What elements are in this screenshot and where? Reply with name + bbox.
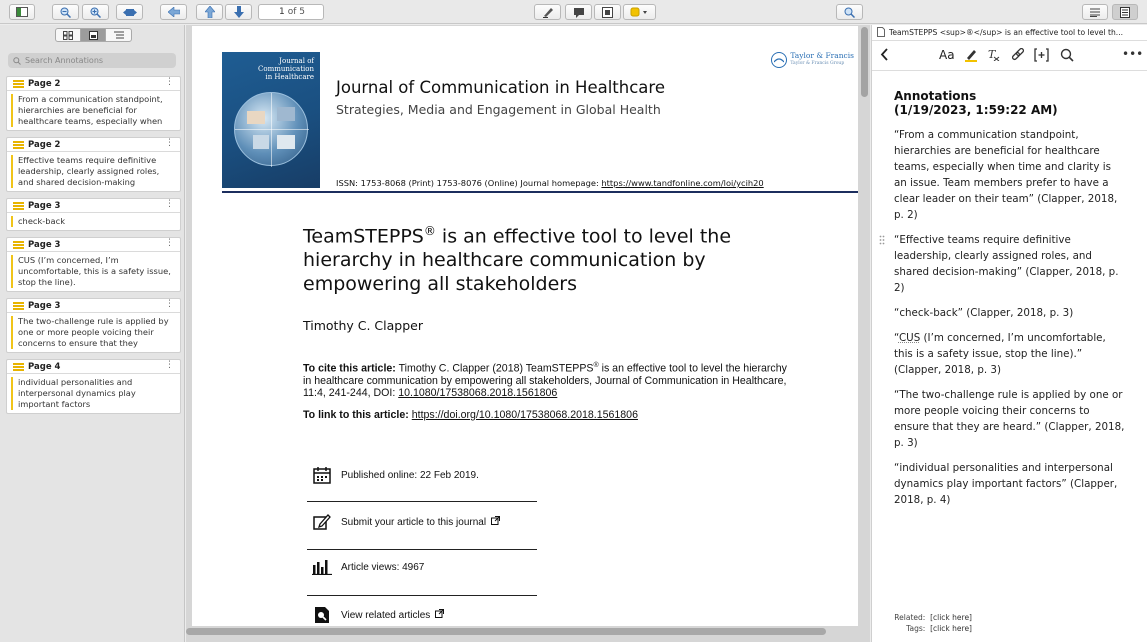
related-row [872,612,972,623]
fit-width-button[interactable] [116,4,143,20]
zoom-out-icon [60,7,71,18]
search-icon [13,57,21,65]
vertical-scrollbar[interactable] [861,27,868,97]
annotation-search-placeholder: Search Annotations [25,56,104,65]
header-divider [222,191,858,193]
back-arrow-icon[interactable] [880,48,889,61]
note-paragraph[interactable] [894,232,1126,296]
annotation-text: Effective teams require definitive leadership, clearly assigned roles, and shared decision-making [11,155,176,188]
annotation-more-icon[interactable]: ⋮ [165,138,174,148]
highlight-icon [13,241,24,248]
more-options-icon[interactable]: ••• [1122,47,1144,61]
notes-heading [894,89,1126,117]
journal-homepage-link[interactable]: https://www.tandfonline.com/loi/ycih20 [601,178,764,188]
annotation-page: Page 4 [28,361,61,372]
highlight-icon [13,141,24,148]
annotation-card[interactable] [6,298,181,353]
article-title-post: is an effective tool to level the hierarchy in healthcare communication by empowering all stakeholders [303,225,732,296]
annotation-text: check-back [11,216,176,227]
annotation-page: Page 3 [28,300,61,311]
related-link[interactable]: [click here] [930,613,972,622]
annotation-card[interactable] [6,198,181,231]
insert-citation-icon[interactable] [1034,48,1049,62]
notes-panel-button[interactable] [1112,4,1138,20]
link-icon[interactable] [1011,48,1025,62]
published-info [312,465,479,485]
annotation-card-header [7,77,180,91]
annotation-more-icon[interactable]: ⋮ [165,77,174,87]
issn-line [336,178,764,188]
annotation-more-icon[interactable]: ⋮ [165,199,174,209]
zoom-out-button[interactable] [52,4,79,20]
pen-tool-button[interactable] [534,4,561,20]
search-icon[interactable] [1060,48,1074,62]
thumbnails-view-tab[interactable] [56,29,81,41]
main-toolbar [0,0,1147,24]
pdf-page[interactable] [192,26,858,626]
back-button[interactable] [160,4,187,20]
notes-toolbar [872,41,1147,71]
font-format-button[interactable]: Aa [939,48,955,62]
notes-content[interactable] [894,89,1126,517]
meta-divider [307,595,537,596]
document-icon [877,27,885,39]
note-paragraph[interactable]: “individual personalities and interpersonal dynamics play important factors” (Clapper, 2018, p. 4) [894,462,1118,506]
publisher-sub: Taylor & Francis Group [790,61,845,66]
annotation-page: Page 3 [28,239,61,250]
arrow-left-icon [168,7,180,17]
annotation-list [6,76,181,420]
text-box-icon [602,7,613,18]
edit-icon [312,512,332,532]
arrow-up-icon [205,6,215,18]
note-paragraph[interactable] [894,330,1126,378]
document-viewport[interactable] [186,25,870,642]
annotation-card[interactable] [6,359,181,414]
publisher-logo-icon [771,52,787,68]
related-label: Related: [894,613,926,622]
issn-text: ISSN: 1753-8068 (Print) 1753-8076 (Online) Journal homepage: [336,178,602,188]
calendar-icon [312,465,332,485]
annotation-more-icon[interactable]: ⋮ [165,299,174,309]
highlight-icon [13,202,24,209]
annotation-text: individual personalities and interpersonal dynamics play important factors [11,377,176,410]
highlight-color-icon [630,7,650,17]
annotation-text: CUS (I’m concerned, I’m uncomfortable, this is a safety issue, stop the line). [11,255,176,288]
clear-format-icon[interactable] [987,48,1000,61]
thumbnails-icon [63,31,73,40]
related-articles-icon [312,605,332,625]
journal-title: Journal of Communication in Healthcare [336,78,665,97]
published-date: Published online: 22 Feb 2019. [341,469,479,481]
annotation-card-header [7,138,180,152]
related-articles-text[interactable]: View related articles [341,609,431,621]
highlight-color-button[interactable] [623,4,656,20]
annotation-card-header [7,199,180,213]
search-icon [844,7,855,18]
notes-panel-icon [1120,7,1130,18]
note-paragraph-text: “Effective teams require definitive leadership, clearly assigned roles, and shared decision-making” (Clapper, 2018, p. 2) [894,234,1119,294]
article-title [303,219,773,296]
highlight-icon [13,80,24,87]
page-number-field[interactable] [258,4,324,20]
notes-panel [871,25,1147,642]
annotation-search-input[interactable] [8,53,176,68]
note-tool-button[interactable] [565,4,592,20]
notes-document-title: TeamSTEPPS <sup>®</sup> is an effective tool to level th... [889,28,1124,37]
fit-width-icon [123,8,137,17]
zoom-in-icon [90,7,101,18]
annotation-page: Page 2 [28,78,61,89]
page-current[interactable]: 1 [279,7,285,17]
annotation-card-header [7,360,180,374]
annotation-text: The two-challenge rule is applied by one or more people voicing their concerns to ensure that they [11,316,176,349]
article-views [312,557,424,577]
annotation-text: From a communication standpoint, hierarchies are beneficial for healthcare teams, especially when [11,94,176,127]
annotation-more-icon[interactable]: ⋮ [165,238,174,248]
drag-handle-icon[interactable] [879,234,885,250]
journal-cover-image [222,52,320,188]
submit-article-text[interactable]: Submit your article to this journal [341,516,487,528]
cite-doi-link[interactable]: 10.1080/17538068.2018.1561806 [398,386,558,399]
search-button[interactable] [836,4,863,20]
list-lines-icon [1090,8,1100,17]
highlighter-icon[interactable] [964,48,978,62]
highlight-icon [13,363,24,370]
annotation-page: Page 2 [28,139,61,150]
sidebar-toggle-button[interactable] [9,4,35,20]
journal-subtitle: Strategies, Media and Engagement in Global Health [336,102,661,117]
meta-divider [307,549,537,550]
annotation-card[interactable] [6,137,181,192]
cite-text-2: is an effective tool to level the hierarchy in healthcare communication by empowering all stakeholders, Journal of Communication in Healthcare, 11:4, 241-244, DOI: [303,362,787,399]
article-link-line [303,409,638,421]
annotation-more-icon[interactable]: ⋮ [165,360,174,370]
note-paragraph[interactable]: “From a communication standpoint, hierarchies are beneficial for healthcare teams, especially when time and clarity is an issue. Team members prefer to have a clear leader on their team” (Clapper, 2018, p. 2) [894,129,1118,221]
annotation-card[interactable] [6,76,181,131]
tags-link[interactable]: [click here] [930,624,972,633]
annotation-card-header [7,299,180,313]
sidebar-view-switcher [55,28,132,42]
outline-icon [114,31,124,39]
highlight-icon [13,302,24,309]
sidebar-toggle-icon [16,7,28,17]
tags-row [872,623,972,634]
outline-view-tab[interactable] [106,29,131,41]
meta-divider [307,501,537,502]
bar-chart-icon [312,557,332,577]
annotation-card[interactable] [6,237,181,292]
cus-word: CUS [898,332,921,344]
annotations-view-tab[interactable] [81,29,106,41]
cus-prefix: “ [894,332,899,344]
annotations-view-icon [89,31,98,40]
cover-title: Journal of Communication in Healthcare [258,57,314,81]
annotation-card-header [7,238,180,252]
article-views-text: Article views: 4967 [341,561,425,573]
submit-article-link[interactable] [312,512,500,532]
cite-text-1: Timothy C. Clapper (2018) TeamSTEPPS [395,362,594,375]
text-box-tool-button[interactable] [594,4,621,20]
horizontal-scrollbar[interactable] [186,628,826,635]
article-author: Timothy C. Clapper [303,318,423,333]
cite-sup: ® [593,362,599,369]
next-page-button[interactable] [225,4,252,20]
tags-label: Tags: [906,624,926,633]
note-paragraph[interactable]: “The two-challenge rule is applied by one or more people voicing their concerns to ensure that they are heard.” (Clapper, 2018, p. 3) [894,389,1125,449]
notes-panel-header [872,25,1147,41]
cite-label: To cite this article: [303,362,396,375]
outline-view-button[interactable] [1082,4,1108,20]
note-paragraph[interactable]: “check-back” (Clapper, 2018, p. 3) [894,307,1074,319]
notes-footer [872,612,972,634]
publisher-logo[interactable] [771,52,854,68]
notes-heading-date: (1/19/2023, 1:59:22 AM) [894,103,1058,117]
annotation-page: Page 3 [28,200,61,211]
cover-globe-graphic [234,92,308,166]
note-paragraph-text: (I’m concerned, I’m uncomfortable, this is a safety issue, stop the line).” (Clapper, 2018, p. 3) [894,332,1106,376]
external-link-icon [491,516,500,528]
annotations-sidebar [0,25,185,642]
publisher-name: Taylor & Francis [790,51,854,60]
related-articles-link[interactable] [312,605,444,625]
article-doi-link[interactable]: https://doi.org/10.1080/17538068.2018.1561806 [411,409,638,421]
arrow-down-icon [234,6,244,18]
note-icon [573,7,585,18]
external-link-icon [435,609,444,621]
zoom-in-button[interactable] [82,4,109,20]
article-title-pre: TeamSTEPPS [303,225,424,248]
svg-text:T: T [988,48,996,61]
link-label: To link to this article: [303,409,409,421]
publisher-logo-text [790,52,854,68]
citation-block [303,360,793,399]
notes-heading-title: Annotations [894,89,977,103]
page-total: of 5 [287,7,305,17]
previous-page-button[interactable] [196,4,223,20]
article-title-sup: ® [423,224,436,238]
pen-icon [542,6,554,18]
